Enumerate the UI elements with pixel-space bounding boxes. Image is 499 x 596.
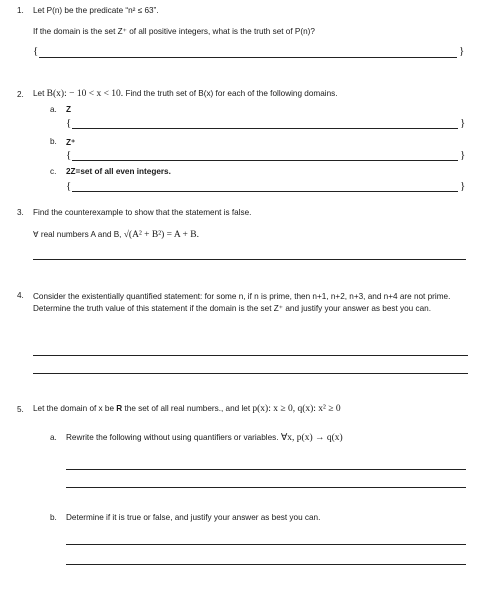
q5-text-a: Let the domain of x be	[33, 404, 117, 413]
q2a-answer-line[interactable]	[72, 128, 458, 129]
q2c-open-brace: {	[66, 180, 72, 192]
q2b-open-brace: {	[66, 149, 72, 161]
q2a-close-brace: }	[460, 117, 466, 129]
q3-statement-math: √(A² + B²) = A + B.	[123, 230, 199, 240]
q2-text: Find the truth set of B(x) for each of the following domains.	[123, 89, 338, 98]
q1-close-brace: }	[459, 45, 465, 57]
q2b-letter: b.	[50, 137, 57, 146]
q5-bold-r: R	[116, 404, 123, 413]
q2c-label: 2Z=set of all even integers.	[66, 167, 171, 176]
q2a-letter: a.	[50, 105, 57, 114]
q2-number: 2.	[17, 90, 24, 99]
q5-prompt	[33, 404, 341, 414]
q5-text-b: the set of all real numbers., and let	[122, 404, 253, 413]
q1-answer-line[interactable]	[39, 57, 457, 58]
q5b-answer-line-1[interactable]	[66, 544, 466, 545]
q2c-answer-line[interactable]	[72, 191, 458, 192]
q3-statement-text: ∀ real numbers A and B,	[33, 230, 124, 239]
q5b-prompt: Determine if it is true or false, and justify your answer as best you can.	[66, 513, 321, 522]
q2-prompt	[33, 89, 338, 99]
q2c-close-brace: }	[460, 180, 466, 192]
q3-prompt: Find the counterexample to show that the statement is false.	[33, 208, 252, 217]
q5a-prompt	[66, 432, 343, 443]
q1-prompt: Let P(n) be the predicate “n² ≤ 63”.	[33, 6, 159, 15]
q5a-answer-line-2[interactable]	[66, 487, 466, 488]
q5a-letter: a.	[50, 433, 57, 442]
q5-math: p(x): x ≥ 0, q(x): x² ≥ 0	[252, 404, 341, 414]
q2b-label: Z⁺	[66, 138, 76, 147]
q2a-label: Z	[66, 105, 72, 114]
q5a-math: ∀x, p(x) → q(x)	[280, 433, 343, 443]
q3-number: 3.	[17, 208, 24, 217]
q2a-open-brace: {	[66, 117, 72, 129]
q2-lead: Let	[33, 89, 47, 98]
q1-question: If the domain is the set Z⁺ of all positive integers, what is the truth set of P(n)?	[33, 27, 315, 36]
q3-answer-line[interactable]	[33, 259, 466, 260]
q5b-answer-line-2[interactable]	[66, 564, 466, 565]
q5a-answer-line-1[interactable]	[66, 469, 466, 470]
q4-answer-line-2[interactable]	[33, 373, 468, 374]
q2b-close-brace: }	[460, 149, 466, 161]
q5a-text: Rewrite the following without using quantifiers or variables.	[66, 433, 281, 442]
q3-statement	[33, 229, 199, 240]
q4-answer-line-1[interactable]	[33, 355, 468, 356]
q5-number: 5.	[17, 405, 24, 414]
q5b-letter: b.	[50, 513, 57, 522]
q2b-answer-line[interactable]	[72, 160, 458, 161]
q2c-letter: c.	[50, 167, 57, 176]
q4-prompt: Consider the existentially quantified statement: for some n, if n is prime, then n+1, n+2, n+3, and n+4 are not prime. Determine the truth value of this statement if the domain is the set Z⁺ and justify your answer as best you can.	[33, 292, 451, 313]
q1-number: 1.	[17, 6, 24, 15]
q4-number: 4.	[17, 291, 24, 300]
q2-math: B(x): − 10 < x < 10.	[46, 89, 124, 99]
q1-open-brace: {	[33, 45, 39, 57]
